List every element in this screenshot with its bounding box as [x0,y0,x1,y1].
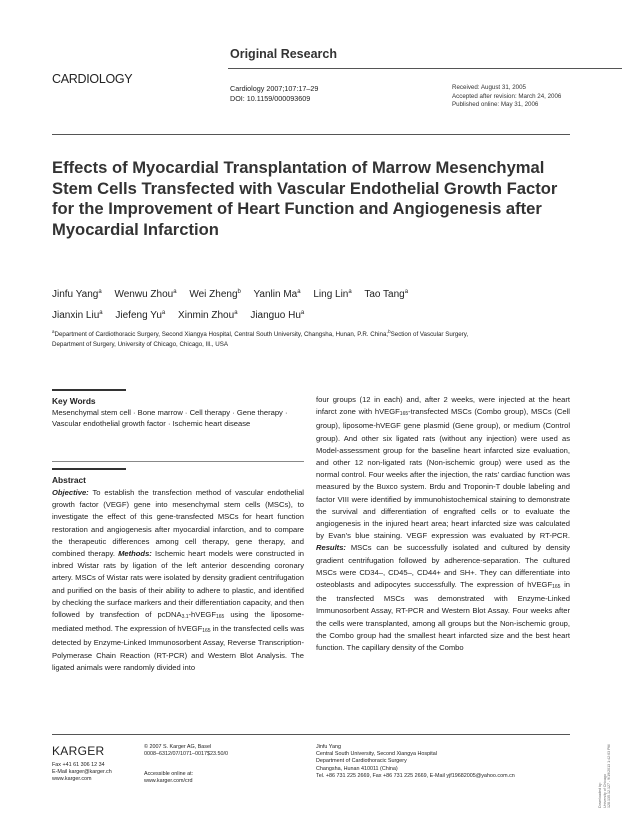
author-name-text: Tao Tang [364,289,405,300]
publisher-fax: Fax +41 61 306 12 34 [52,762,105,768]
author-name-text: Wei Zheng [189,289,238,300]
author-affiliation-marker: a [173,289,177,295]
author-name-text: Ling Lin [313,289,349,300]
abstract-column-left [52,487,304,674]
author-name [114,289,176,300]
author-name [178,310,237,321]
keywords-separator [52,461,304,462]
author-name [52,289,102,300]
results-label: Results: [316,543,346,553]
author-name [250,310,304,321]
author-name [364,289,408,300]
received-date: Received: August 31, 2005 [452,84,526,91]
author-name [52,310,103,321]
accepted-date: Accepted after revision: March 24, 2006 [452,92,562,100]
author-affiliation-marker: a [98,289,102,295]
author-affiliation-marker: a [99,310,103,316]
methods-text-b: -hVEGF [188,610,216,620]
author-affiliation-marker: a [300,310,305,316]
methods-sub-31: 3.1 [181,614,189,621]
methods-text-d1: in the transfected cells was detected by Enzyme-Linked Immunosorbent Assay, Reverse Transcription-Polymerase Chain Reaction (RT-PCR) and Western Blot Analysis. The ligated animals were randomly divided into [52,624,304,672]
methods-text-d2: four groups (12 in each) and, after 2 weeks, were injected at the heart infarct zone with hVEGF [316,395,570,417]
results-sub-165: 165 [552,584,561,591]
doi-line [230,94,318,104]
citation-block [230,84,318,104]
publisher-web[interactable]: www.karger.com [52,776,92,783]
methods-sub-165b: 165 [202,628,211,635]
methods-text-c: using the liposome-mediated method. The expression of hVEGF [52,610,304,634]
title-rule [52,134,570,135]
results-text-b: in the transfected MSCs was demonstrated with Enzyme-Linked Immunosorbent Assay, RT-PCR and Western Blot Assay. Four weeks after the cells were transplanted, among all groups but the Non-ischemic group, the Combo group had the smallest heart infarcted size and the best heart function. The capillary density of the Combo [316,580,570,653]
publisher-logo: KARGER [52,744,105,758]
header-rule [228,68,622,69]
doi-link[interactable]: 10.1159/000093609 [246,94,311,103]
methods-label: Methods: [118,549,152,559]
author-affiliation-marker: a [348,289,352,295]
author-affiliation-marker: b [237,289,241,295]
journal-name: CARDIOLOGY [52,72,133,86]
author-affiliation-marker: a [161,310,166,316]
abstract-rule [52,468,126,470]
author-name [189,289,241,300]
author-name-text: Yanlin Ma [253,289,298,300]
correspondence-block [316,744,515,780]
affiliations [52,327,492,350]
issn: 0008–6312/07/1071–0017$23.50/0 [144,751,228,758]
publication-dates [452,84,561,110]
affiliation-a: Department of Cardiothoracic Surgery, Second Xiangya Hospital, Central South University, Changsha, Hunan, P.R. China; [54,331,389,338]
author-name-text: Jiefeng Yu [115,310,162,321]
methods-sub-165c: 165 [399,411,409,418]
publisher-contact [52,762,112,784]
author-name-text: Jianxin Liu [52,310,100,321]
author-name-text: Wenwu Zhou [114,289,174,300]
keywords-text: Mesenchymal stem cell · Bone marrow · Cell therapy · Gene therapy · Vascular endothelial growth factor · Ischemic heart disease [52,408,288,428]
corr-institution: Central South University, Second Xiangya Hospital [316,751,437,758]
keywords-heading: Key Words [52,396,96,406]
affiliation-b-marker: b [388,329,391,334]
download-stamp-line2: University of Chicago [602,774,607,808]
methods-text-e: -transfected MSCs (Combo group), MSCs (Cell group), liposome-hVEGF gene plasmid (Gene group), or medium (Control group). And other six ligated rats (without any injection) were used as Model-assessment group for the baseline heart infarcted size evaluation, and other 12 non-ligated rats (Non-ischemic group) were used as the normal control. Four weeks after the injection, the rats’ cardiac function was measured by the Buxco system. Brdu and Troponin-T double labeling and factor VIII were identified by immunohistochemical staining to demonstrate the survival and differentiation of engrafted cells or to evaluate the angiogenesis in the injured heart area; heart infarcted size was calculated by Evan’s blue staining. VEGF expression was evaluated by RT-PCR. [316,407,570,541]
copyright-block [144,744,228,758]
access-label: Accessible online at: [144,771,194,777]
author-affiliation-marker: a [404,289,409,295]
author-name [253,289,300,300]
download-stamp-line1: Downloaded by: [598,782,602,808]
objective-label: Objective: [52,488,89,497]
copyright: © 2007 S. Karger AG, Basel [144,744,212,750]
corr-name: Jinfu Yang [316,744,341,750]
affiliation-a-marker: a [52,329,55,334]
published-date: Published online: May 31, 2006 [452,101,539,108]
publisher-email[interactable]: E-Mail karger@karger.ch [52,769,112,776]
article-title: Effects of Myocardial Transplantation of Marrow Mesenchymal Stem Cells Transfected with Vascular Endothelial Growth Factor for the Improvement of Heart Function and Angiogenesis after Myocardial Infarction [52,158,558,239]
results-text-a: MSCs can be successfully isolated and cultured by density gradient centrifugation followed by adherence-separation. The cultured MSCs were CD34–, CD45–, CD44+ and SH+. They can differentiate into osteoblasts and adipocytes successfully. The expression of hVEGF [316,543,570,590]
author-name [115,310,165,321]
abstract-column-right [316,394,570,654]
methods-text-a: Ischemic heart models were constructed in inbred Wistar rats by ligation of the left anterior descending coronary artery. MSCs of Wistar rats were isolated by density gradient centrifugation and purified on the basis of their ability to adhere to plastic, and identified by checking the surface markers and their differentiation capacity, and then followed by transfection of pcDNA [52,549,304,620]
corr-city: Changsha, Hunan 410011 (China) [316,765,398,772]
download-stamp [598,744,612,808]
methods-sub-165a: 165 [215,614,225,621]
download-stamp-line3: 128.135.12.127 - 9/19/2013 1:42:03 PM [607,744,612,808]
citation-line: Cardiology 2007;107:17–29 [230,84,319,93]
author-name-text: Jinfu Yang [52,289,99,300]
affiliation-b: Section of Vascular Surgery, Department of Surgery, University of Chicago, Chicago, Ill., USA [52,331,469,348]
author-name-text: Jianguo Hu [250,310,301,321]
footer-rule [52,734,570,735]
section-label: Original Research [230,47,337,61]
access-block [144,771,193,785]
abstract-heading: Abstract [52,475,86,485]
corr-department: Department of Cardiothoracic Surgery [316,758,407,765]
author-list [52,283,562,325]
author-name-text: Xinmin Zhou [178,310,235,321]
doi-prefix: DOI: [230,94,247,103]
objective-text: To establish the transfection method of vascular endothelial growth factor (VEGF) gene into mesenchymal stem cells (MSCs), to investigate the effect of this gene-transfected MSCs for heart function restoration and angiogenesis after myocardial infarction, and to compare the therapeutic differences among cell therapy, gene therapy, and combined therapy. [52,488,304,559]
access-url[interactable]: www.karger.com/crd [144,778,193,785]
keywords-rule [52,389,126,391]
author-affiliation-marker: a [297,289,301,295]
author-affiliation-marker: a [234,310,238,316]
author-name [313,289,351,300]
corr-contact: Tel. +86 731 225 2669, Fax +86 731 225 2669, E-Mail yjf19682005@yahoo.com.cn [316,772,515,779]
